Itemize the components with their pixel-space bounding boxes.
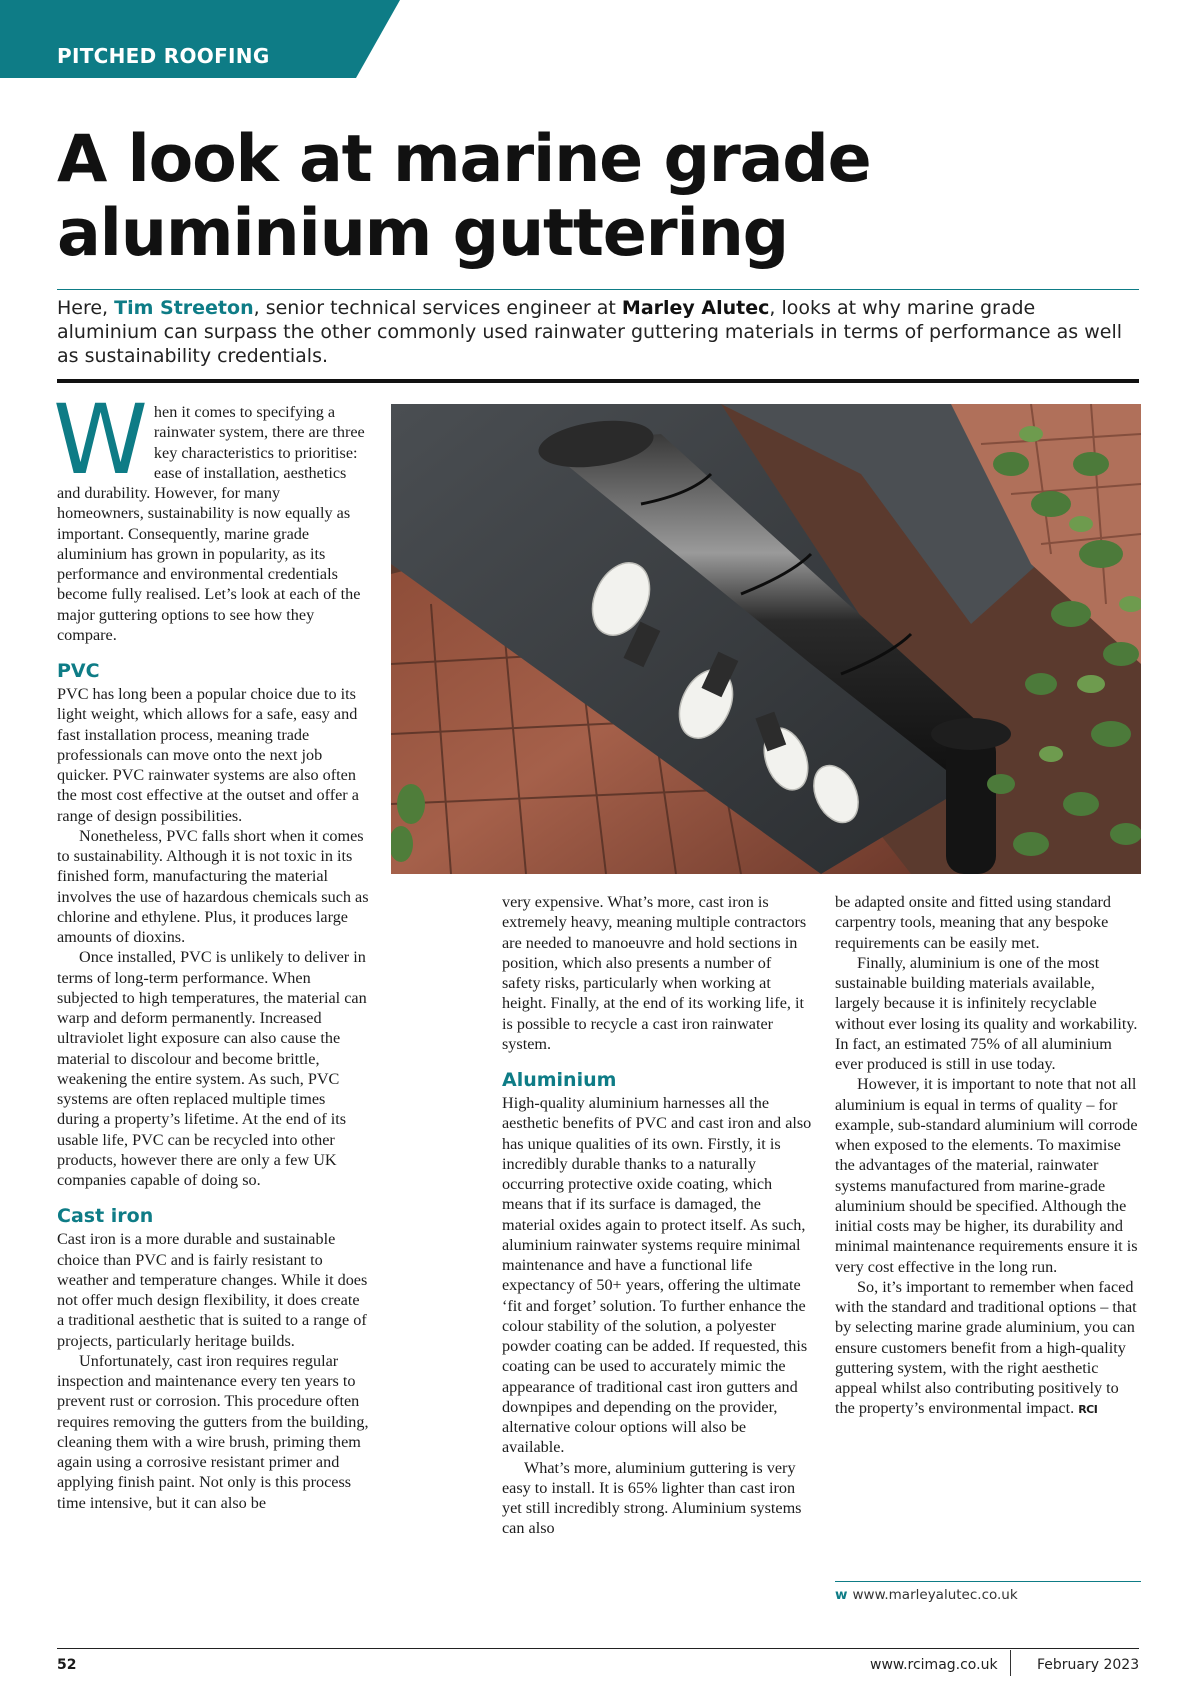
standfirst-rule xyxy=(57,289,1139,290)
title-line-2: aluminium guttering xyxy=(57,196,788,271)
title-line-1: A look at marine grade xyxy=(57,122,871,197)
page-number: 52 xyxy=(57,1657,77,1673)
footer-rule xyxy=(57,1648,1139,1649)
body-paragraph: High-quality aluminium harnesses all the aesthetic benefits of PVC and cast iron and also has unique qualities of its own. Firstly, it is incredibly durable thanks to a naturally occurring protective oxide coating, which means that if its surface is damaged, the material oxides again to protect itself. As such, aluminium rainwater systems require minimal maintenance and have a functional life expectancy of 50+ years, offering the ultimate ‘fit and forget’ solution. To further enhance the colour stability of the solution, a polyester powder coating can be added. If requested, this coating can be used to accurately mimic the appearance of traditional cast iron gutters and downpipes and depending on the provider, alternative colour options will also be available. xyxy=(502,1094,812,1457)
body-paragraph: Cast iron is a more durable and sustainable choice than PVC and is fairly resistant to weather and temperature changes. While it does not offer much design flexibility, it does create a traditional aesthetic that is suited to a range of projects, particularly heritage builds. xyxy=(57,1230,368,1350)
body-paragraph: Nonetheless, PVC falls short when it comes to sustainability. Although it is not toxic in its finished form, manufacturing the material involves the use of hazardous chemicals such as chlorine and ethylene. Plus, it produces large amounts of dioxins. xyxy=(57,826,369,946)
body-paragraph: What’s more, aluminium guttering is very easy to install. It is 65% lighter than cast iron yet still incredibly strong. Aluminium systems can also xyxy=(502,1458,802,1538)
gutter-photo xyxy=(391,404,1141,874)
body-paragraph: Finally, aluminium is one of the most sustainable building materials available, largely because it is infinitely recyclable without ever losing its quality and workability. In fact, an estimated 75% of all aluminium ever produced is still in use today. xyxy=(835,953,1138,1073)
body-paragraph: PVC has long been a popular choice due to its light weight, which allows for a safe, easy and fast installation process, meaning trade professionals can move onto the next job quicker. PVC rainwater systems are also often the most cost effective at the outset and offer a range of design possibilities. xyxy=(57,685,359,825)
web-prefix: w xyxy=(835,1587,848,1603)
issue-date: February 2023 xyxy=(1037,1657,1140,1673)
article-title xyxy=(57,123,1137,271)
website-link[interactable]: www.marleyalutec.co.uk xyxy=(852,1587,1018,1603)
heading-cast-iron: Cast iron xyxy=(57,1205,154,1228)
company-website xyxy=(835,1587,1018,1603)
drop-cap: W xyxy=(53,384,148,496)
standfirst: Here, Tim Streeton, senior technical services engineer at Marley Alutec, looks at why marine grade aluminium can surpass the other commonly used rainwater guttering materials in terms of performance as well as sustainability credentials. xyxy=(57,297,1123,367)
heading-aluminium: Aluminium xyxy=(502,1069,617,1091)
footer-divider xyxy=(1010,1650,1011,1676)
column-2 xyxy=(502,892,812,1539)
body-paragraph: Unfortunately, cast iron requires regular inspection and maintenance every ten years to prevent rust or corrosion. This procedure often requires removing the gutters from the building, cleaning them with a wire brush, priming them again using a corrosive resistant primer and applying finish paint. Not only is this process time intensive, but it can also be xyxy=(57,1351,369,1512)
website-rule xyxy=(835,1581,1141,1582)
body-paragraph: However, it is important to note that not all aluminium is equal in terms of quality – for example, sub-standard aluminium will corrode when exposed to the elements. To maximise the advantages of the material, rainwater systems manufactured from marine-grade aluminium should be specified. Although the initial costs may be higher, its durability and minimal maintenance requirements ensure it is very cost effective in the long run. xyxy=(835,1075,1138,1276)
column-1 xyxy=(53,384,369,1513)
column-3 xyxy=(835,892,1141,1421)
end-mark: RCI xyxy=(1078,1403,1098,1417)
standfirst-divider xyxy=(57,379,1139,383)
author-name: Tim Streeton xyxy=(114,297,254,319)
footer-site-link[interactable]: www.rcimag.co.uk xyxy=(870,1657,998,1673)
body-paragraph: So, it’s important to remember when faced with the standard and traditional options – that by selecting marine grade aluminium, you can ensure customers benefit from a high-quality guttering system, with the right aesthetic appeal whilst also contributing positively to the property’s environmental impact. RCI xyxy=(835,1277,1137,1418)
intro-paragraph: When it comes to specifying a rainwater system, there are three key characteristics to prioritise: ease of installation, aesthetics and durability. However, for many homeowners, sustainability is now equally as important. Consequently, marine grade aluminium has grown in popularity, as its performance and environmental credentials become fully realised. Let’s look at each of the major guttering options to see how they compare. xyxy=(53,384,365,644)
section-label: PITCHED ROOFING xyxy=(57,44,270,68)
body-paragraph: be adapted onsite and fitted using standard carpentry tools, meaning that any bespoke requirements can be easily met. xyxy=(835,893,1112,952)
body-paragraph: Once installed, PVC is unlikely to deliver in terms of long-term performance. When subjected to high temperatures, the material can warp and deform permanently. Increased ultraviolet light exposure can also cause the material to discolour and become brittle, weakening the entire system. As such, PVC systems are often replaced multiple times during a property’s lifetime. At the end of its usable life, PVC can be recycled into other products, however there are only a few UK companies capable of doing so. xyxy=(57,948,367,1189)
company-name: Marley Alutec xyxy=(621,297,770,319)
heading-pvc: PVC xyxy=(57,660,100,682)
body-paragraph: very expensive. What’s more, cast iron is extremely heavy, meaning multiple contractors are needed to manoeuvre and hold sections in position, which also presents a number of safety risks, particularly when working at height. Finally, at the end of its working life, it is possible to recycle a cast iron rainwater system. xyxy=(502,893,807,1053)
